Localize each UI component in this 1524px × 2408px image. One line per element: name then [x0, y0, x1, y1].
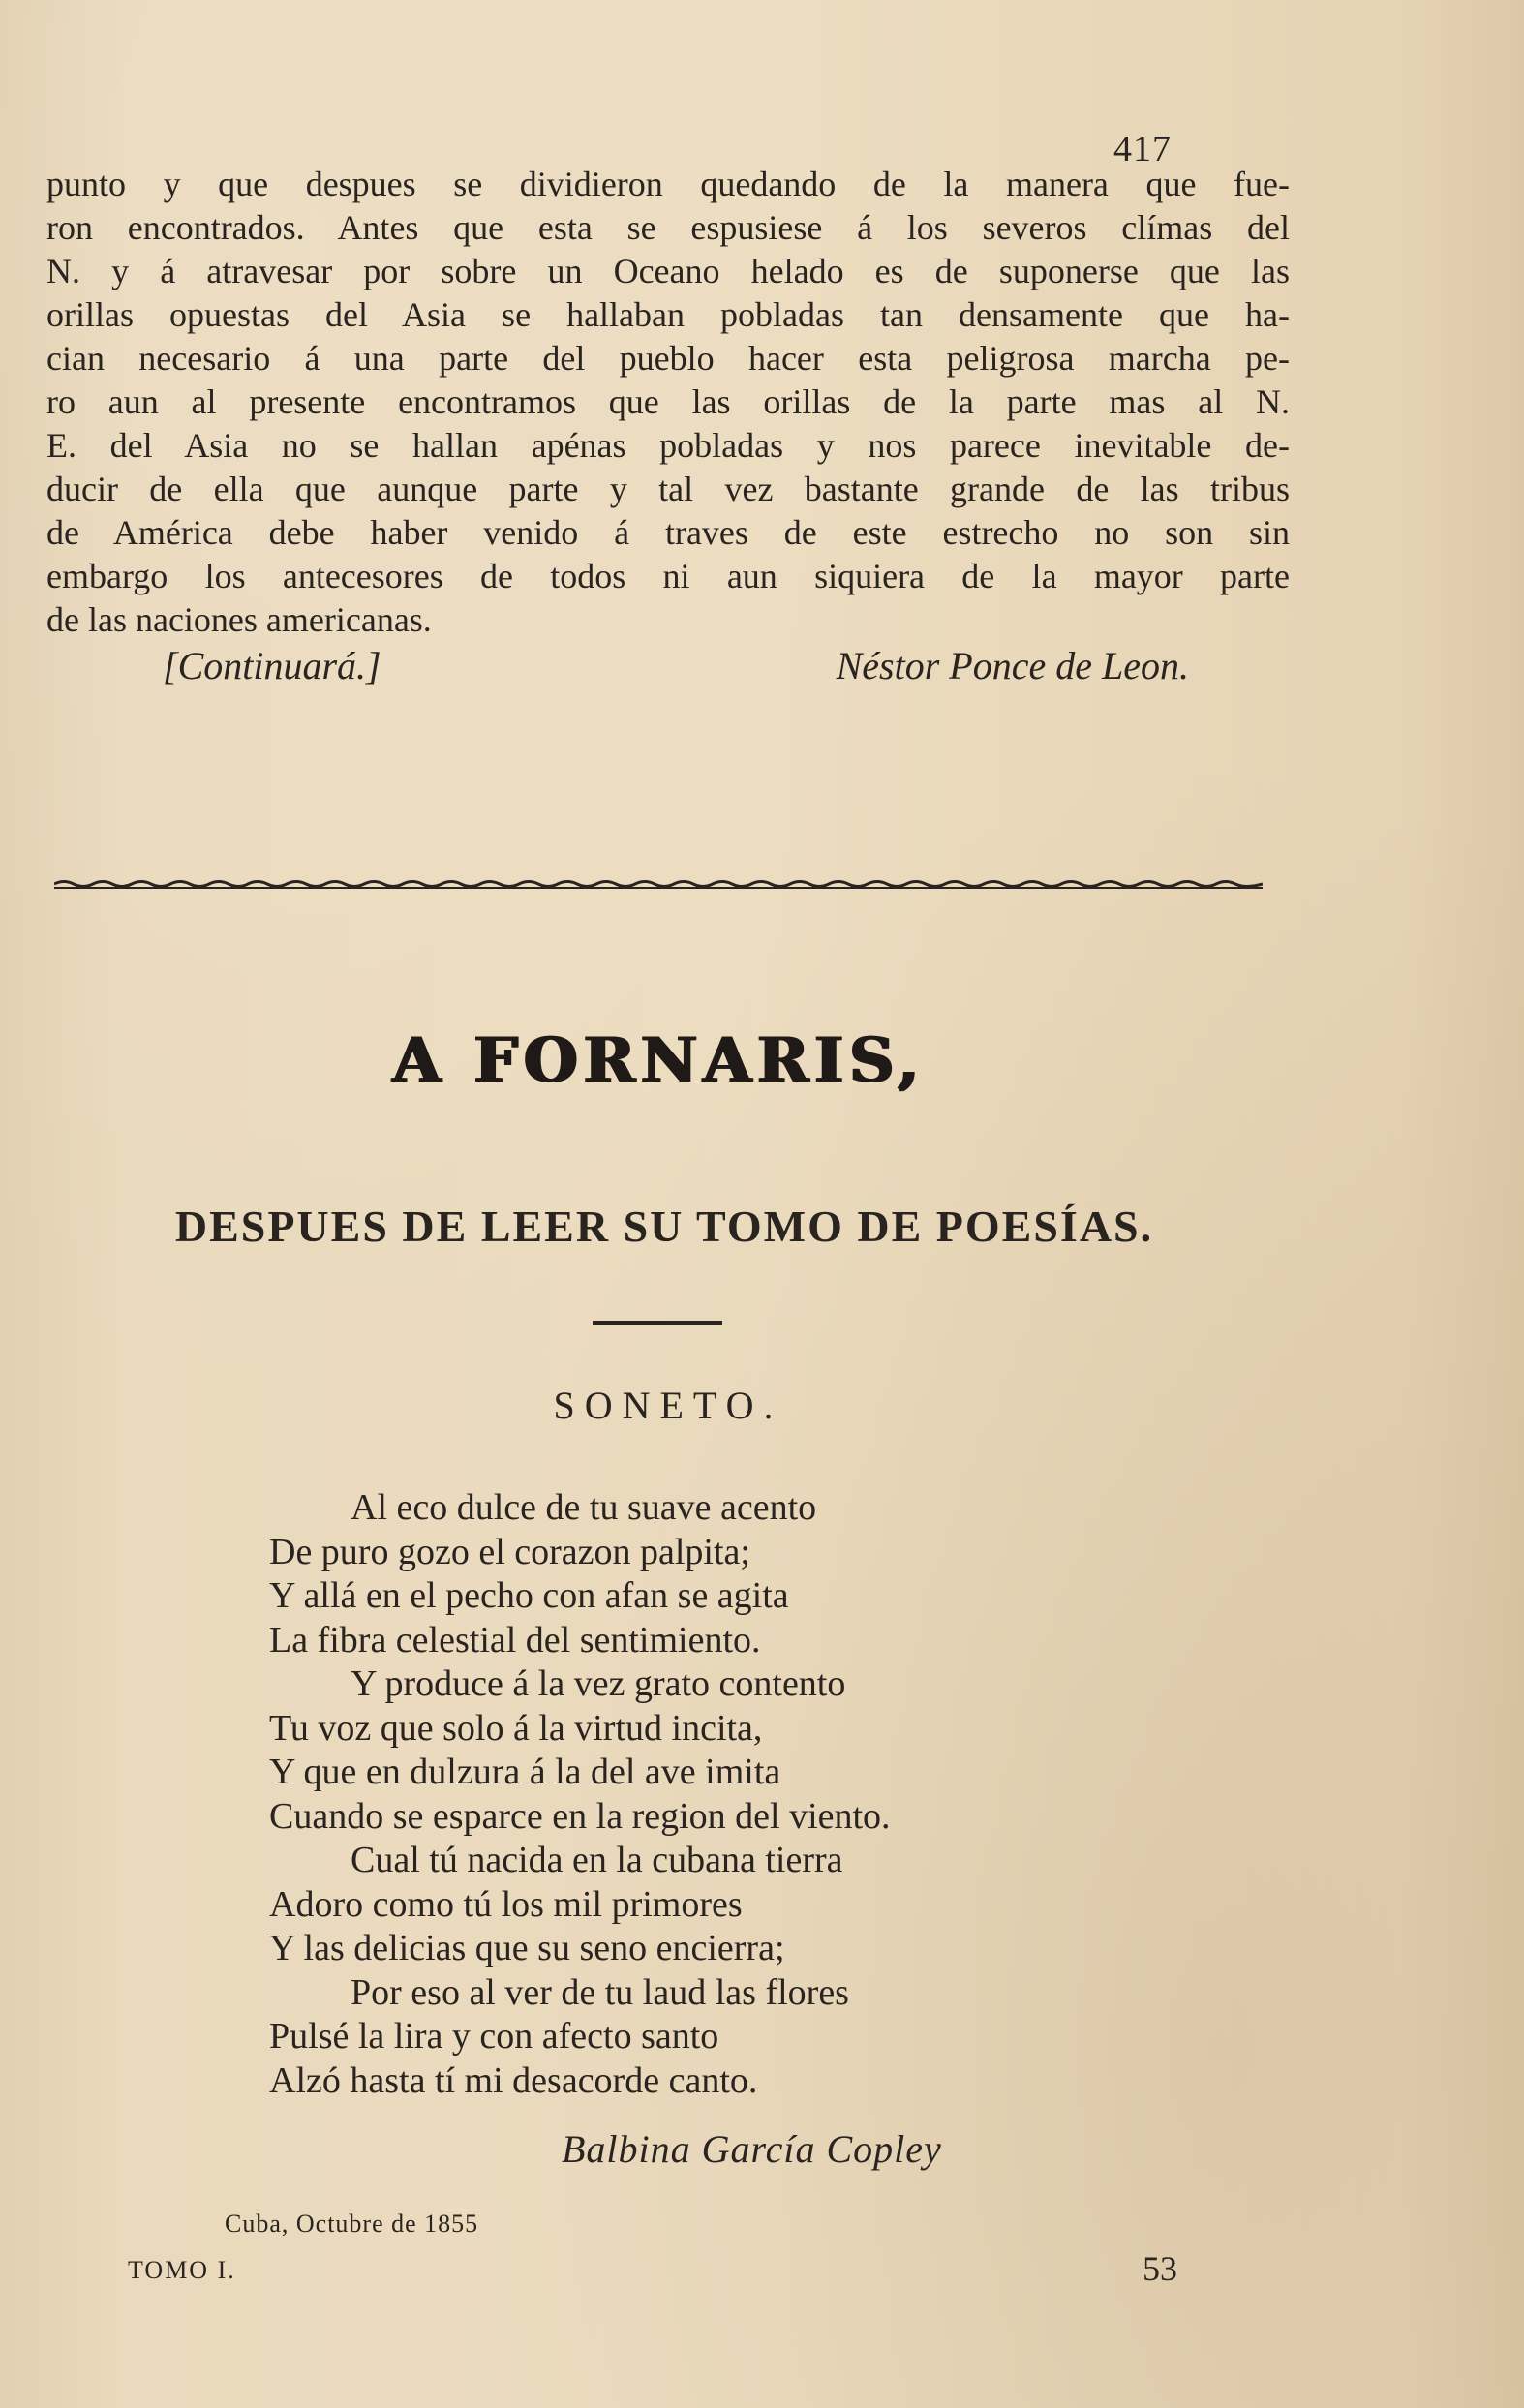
poem-dateline: Cuba, Octubre de 1855 [225, 2210, 479, 2238]
poem-verse: Tu voz que solo á la virtud incita, [269, 1707, 763, 1749]
article-line: ron encontrados. Antes que esta se espusiese á los severos clímas del [46, 208, 1290, 247]
poem-verse: Y las delicias que su seno encierra; [269, 1928, 785, 1968]
article-signoff [163, 643, 1189, 688]
article-line: N. y á atravesar por sobre un Oceano helado es de suponerse que las [46, 252, 1290, 290]
article-body [46, 163, 1290, 642]
article-line: cian necesario á una parte del pueblo hacer esta peligrosa marcha pe- [46, 339, 1290, 378]
article-line: punto y que despues se dividieron quedando de la manera que fue- [46, 165, 1290, 203]
article-line: embargo los antecesores de todos ni aun siquiera de la mayor parte [46, 557, 1290, 595]
page-number: 417 [1113, 129, 1172, 169]
poem-verse: Y produce á la vez grato contento [351, 1663, 846, 1704]
poem-verse: Cuando se esparce en la region del viento. [269, 1795, 891, 1837]
article-author: Néstor Ponce de Leon. [836, 644, 1189, 687]
poem-title: A FORNARIS, [392, 1024, 925, 1097]
article-line: E. del Asia no se hallan apénas pobladas y nos parece inevitable de- [46, 426, 1290, 465]
volume-label: TOMO I. [128, 2256, 236, 2284]
poem-verse: Pulsé la lira y con afecto santo [269, 2016, 719, 2057]
poem-verse: Y que en dulzura á la del ave imita [269, 1752, 781, 1792]
poem-verse: La fibra celestial del sentimiento. [269, 1619, 761, 1661]
poem-verse: Alzó hasta tí mi desacorde canto. [269, 2059, 758, 2101]
poem-verse: Al eco dulce de tu suave acento [351, 1487, 817, 1528]
signature-mark: 53 [1143, 2249, 1177, 2288]
poem-verse: Por eso al ver de tu laud las flores [351, 1971, 849, 2013]
poem-subtitle: DESPUES DE LEER SU TOMO DE POESÍAS. [174, 1202, 1154, 1251]
poem-form: SONETO. [553, 1384, 783, 1427]
poem-verse: Cual tú nacida en la cubana tierra [351, 1840, 843, 1880]
short-rule [593, 1321, 722, 1325]
poem-verse: De puro gozo el corazon palpita; [269, 1531, 750, 1572]
article-line: orillas opuestas del Asia se hallaban pobladas tan densamente que ha- [46, 295, 1290, 334]
article-line: de las naciones americanas. [46, 600, 432, 639]
poem-verse: Adoro como tú los mil primores [269, 1883, 743, 1925]
section-divider [54, 877, 1263, 891]
article-line: de América debe haber venido á traves de este estrecho no son sin [46, 513, 1290, 552]
article-line: ro aun al presente encontramos que las orillas de la parte mas al N. [46, 382, 1290, 421]
article-line: ducir de ella que aunque parte y tal vez bastante grande de las tribus [46, 470, 1290, 508]
poem-body [269, 1486, 1044, 2103]
poem-author: Balbina García Copley [562, 2127, 942, 2171]
poem-verse: Y allá en el pecho con afan se agita [269, 1575, 789, 1616]
continued-note: [Continuará.] [163, 644, 381, 687]
